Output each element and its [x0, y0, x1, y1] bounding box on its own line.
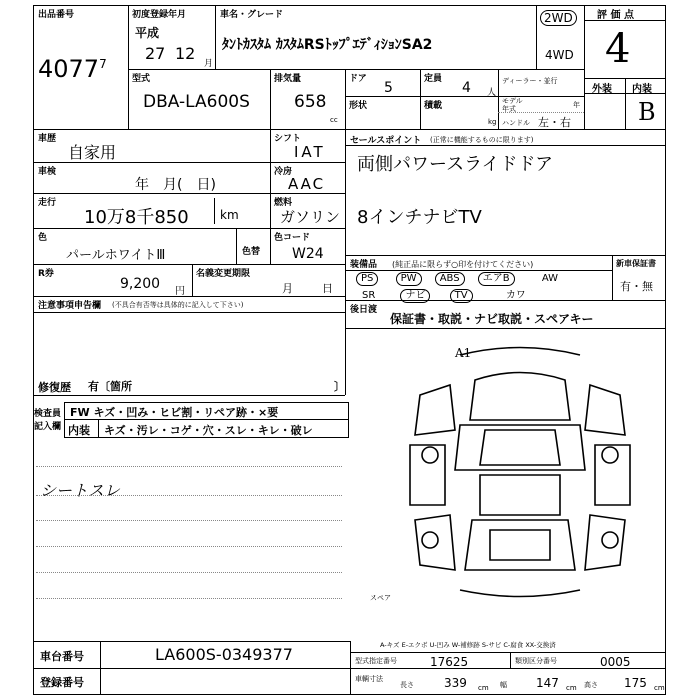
- score-label: 評 価 点: [597, 10, 634, 21]
- dims-width: 147: [536, 676, 559, 690]
- sales-point-sub: (正常に機能するものに限ります): [430, 136, 534, 144]
- inspector-int-text: キズ・汚レ・コゲ・穴・スレ・キレ・破レ: [104, 424, 313, 437]
- displacement-value: 658: [294, 92, 327, 112]
- inspector-int-label: 内装: [68, 424, 90, 437]
- repair-label: 修復歴: [38, 381, 71, 394]
- inspector-ext-text: FW キズ・凹み・ヒビ割・リペア跡・×要: [70, 406, 279, 419]
- class-label: 類別区分番号: [515, 657, 557, 665]
- registration-limit-label: 名義変更期限: [196, 269, 251, 279]
- inspection-label: 車検: [38, 167, 57, 177]
- history-label: 車歴: [38, 134, 57, 144]
- divider: [192, 264, 193, 296]
- ext-score-label: 外装: [592, 84, 612, 95]
- divider: [214, 198, 215, 224]
- model-code-label: 型式: [132, 74, 151, 84]
- equip-aw: AW: [541, 273, 558, 284]
- color-change-label: 色替: [242, 247, 261, 257]
- dealer-label: ディーラー・並行: [502, 77, 558, 85]
- doors-label: ドア: [349, 74, 367, 84]
- notes-sub: (不具合有否等は具体的に記入して下さい): [112, 301, 244, 309]
- equip-tv: TV: [450, 289, 473, 303]
- divider: [33, 129, 666, 130]
- divider: [33, 264, 345, 265]
- score-value: 4: [605, 26, 631, 72]
- dims-length: 339: [444, 676, 467, 690]
- lot-label: 出品番号: [38, 10, 75, 20]
- history-value: 自家用: [68, 143, 117, 162]
- note-line: [36, 495, 342, 496]
- equipment-row1: [356, 272, 558, 286]
- type-cert-value: 17625: [430, 655, 469, 669]
- load-unit: kg: [488, 118, 497, 126]
- handle-value: 左・右: [538, 116, 571, 129]
- registration-limit-month: 月: [282, 282, 293, 295]
- divider: [350, 652, 666, 653]
- model-code-value: DBA-LA600S: [143, 92, 250, 112]
- first-reg-year: 27: [145, 44, 166, 63]
- divider: [33, 296, 345, 297]
- note-line: [36, 572, 342, 573]
- equip-airbag: エアB: [478, 272, 515, 286]
- divider: [270, 69, 271, 129]
- sales-point-label: セールスポイント: [350, 136, 422, 146]
- model-year-unit: 年: [573, 101, 580, 109]
- post-install-value: 保証書・取説・ナビ取説・スペアキー: [390, 312, 594, 326]
- divider: [350, 641, 351, 695]
- cooling-value: AAC: [288, 175, 326, 193]
- note-line: [36, 520, 342, 521]
- equip-pw: PW: [396, 272, 422, 286]
- type-cert-label: 型式指定番号: [355, 657, 397, 665]
- inspection-value: 年 月( 日): [135, 177, 216, 193]
- color-code-label: 色コード: [274, 233, 311, 243]
- divider: [33, 228, 345, 229]
- drive-2wd: 2WD: [540, 10, 577, 26]
- model-name-label: 車名・グレード: [220, 10, 284, 20]
- divider: [33, 641, 350, 642]
- divider: [345, 300, 666, 301]
- chassis-label: 車台番号: [40, 650, 84, 663]
- int-score-value: B: [638, 98, 656, 126]
- tax-label: R券: [38, 269, 54, 279]
- dims-wid-unit: cm: [566, 684, 577, 692]
- diagram-legend: A-キズ E-エクボ U-凹み W-補修跡 S-サビ C-腐食 XX-交換済: [380, 641, 556, 649]
- divider: [612, 255, 613, 300]
- cooling-label: 冷房: [274, 167, 293, 177]
- equip-navi: ナビ: [400, 289, 430, 303]
- capacity-unit: 人: [487, 88, 497, 98]
- divider: [345, 328, 666, 329]
- equip-abs: ABS: [435, 272, 465, 286]
- divider: [128, 5, 129, 129]
- class-value: 0005: [600, 655, 631, 669]
- divider: [345, 255, 666, 256]
- post-install-label: 後日渡: [350, 305, 378, 315]
- repair-value: 有〔箇所: [88, 380, 132, 393]
- first-reg-month: 12: [175, 44, 196, 63]
- dims-wid-label: 幅: [500, 681, 507, 689]
- equipment-sub: (純正品に限らず○印を付けてください): [392, 260, 534, 269]
- divider: [510, 652, 511, 668]
- divider: [236, 228, 237, 264]
- registration-limit-day: 日: [322, 282, 333, 295]
- divider: [420, 69, 421, 129]
- dims-height: 175: [624, 676, 647, 690]
- divider: [498, 112, 584, 113]
- notes-label: 注意事項申告欄: [38, 301, 102, 311]
- divider: [498, 69, 499, 129]
- lot-number: 4077$^7$: [38, 55, 107, 83]
- capacity-label: 定員: [424, 74, 443, 84]
- load-label: 積載: [424, 101, 443, 111]
- equip-leather: カワ: [505, 290, 526, 301]
- sales-point-line1: 両側パワースライドドア: [357, 154, 554, 175]
- dims-label: 車輌寸法: [355, 675, 383, 683]
- equipment-label: 装備品: [350, 260, 378, 270]
- color-label: 色: [38, 233, 48, 243]
- repair-close: 〕: [334, 380, 345, 393]
- doors-value: 5: [384, 80, 393, 96]
- divider: [536, 5, 537, 69]
- model-name-value: ﾀﾝﾄｶｽﾀﾑ ｶｽﾀﾑRSﾄｯﾌﾟｴﾃﾞｨｼｮﾝSA2: [222, 37, 433, 53]
- divider: [345, 145, 666, 146]
- divider: [345, 69, 346, 129]
- drive-4wd: 4WD: [545, 48, 574, 62]
- tax-unit: 円: [175, 286, 185, 297]
- displacement-label: 排気量: [274, 74, 302, 84]
- sales-point-line2: 8インチナビTV: [357, 207, 482, 228]
- first-reg-month-unit: 月: [204, 59, 214, 69]
- divider: [625, 78, 626, 129]
- first-reg-era: 平成: [135, 26, 160, 40]
- divider: [345, 270, 612, 271]
- manual-value: 有・無: [620, 280, 653, 293]
- color-value: パールホワイトⅢ: [66, 248, 166, 263]
- manual-label: 新車保証書: [616, 259, 656, 268]
- shape-label: 形状: [349, 101, 368, 111]
- handwritten-note: シートスレ: [40, 481, 120, 500]
- divider: [33, 312, 345, 313]
- divider: [345, 129, 346, 395]
- handle-label: ハンドル: [502, 119, 530, 127]
- tax-value: 9,200: [120, 276, 161, 292]
- shift-value: IAT: [294, 143, 326, 161]
- divider: [584, 5, 585, 129]
- divider: [128, 69, 584, 70]
- int-score-label: 内装: [632, 84, 652, 95]
- inspector-label-1: 検査員: [34, 409, 62, 419]
- dims-hei-unit: cm: [654, 684, 665, 692]
- color-code-value: W24: [292, 246, 324, 262]
- divider: [33, 395, 345, 396]
- fuel-label: 燃料: [274, 198, 293, 208]
- divider: [33, 193, 345, 194]
- diagram-mark: A1: [455, 346, 472, 360]
- diagram-spare: スペア: [370, 594, 391, 602]
- chassis-value: LA600S-0349377: [155, 645, 293, 664]
- fuel-value: ガソリン: [280, 208, 341, 226]
- divider: [270, 129, 271, 264]
- divider: [345, 96, 584, 97]
- note-line: [36, 598, 342, 599]
- capacity-value: 4: [462, 80, 471, 96]
- note-line: [36, 466, 342, 467]
- inspector-label-2: 記入欄: [34, 422, 62, 432]
- dims-len-label: 長さ: [400, 681, 414, 689]
- dims-hei-label: 高さ: [584, 681, 598, 689]
- car-damage-diagram: [370, 335, 640, 605]
- divider: [33, 162, 345, 163]
- equip-ps: PS: [356, 272, 378, 286]
- displacement-unit: cc: [330, 116, 338, 124]
- mileage-unit: km: [220, 208, 239, 222]
- note-line: [36, 546, 342, 547]
- first-reg-label: 初度登録年月: [132, 10, 187, 20]
- divider: [215, 5, 216, 69]
- equip-sr: SR: [362, 290, 376, 301]
- mileage-value: 10万8千850: [84, 207, 189, 228]
- shift-label: シフト: [274, 134, 302, 144]
- dims-len-unit: cm: [478, 684, 489, 692]
- reg-number-label: 登録番号: [40, 676, 84, 689]
- divider: [98, 419, 99, 438]
- model-year-label: モデル年式: [502, 97, 523, 113]
- mileage-label: 走行: [38, 198, 57, 208]
